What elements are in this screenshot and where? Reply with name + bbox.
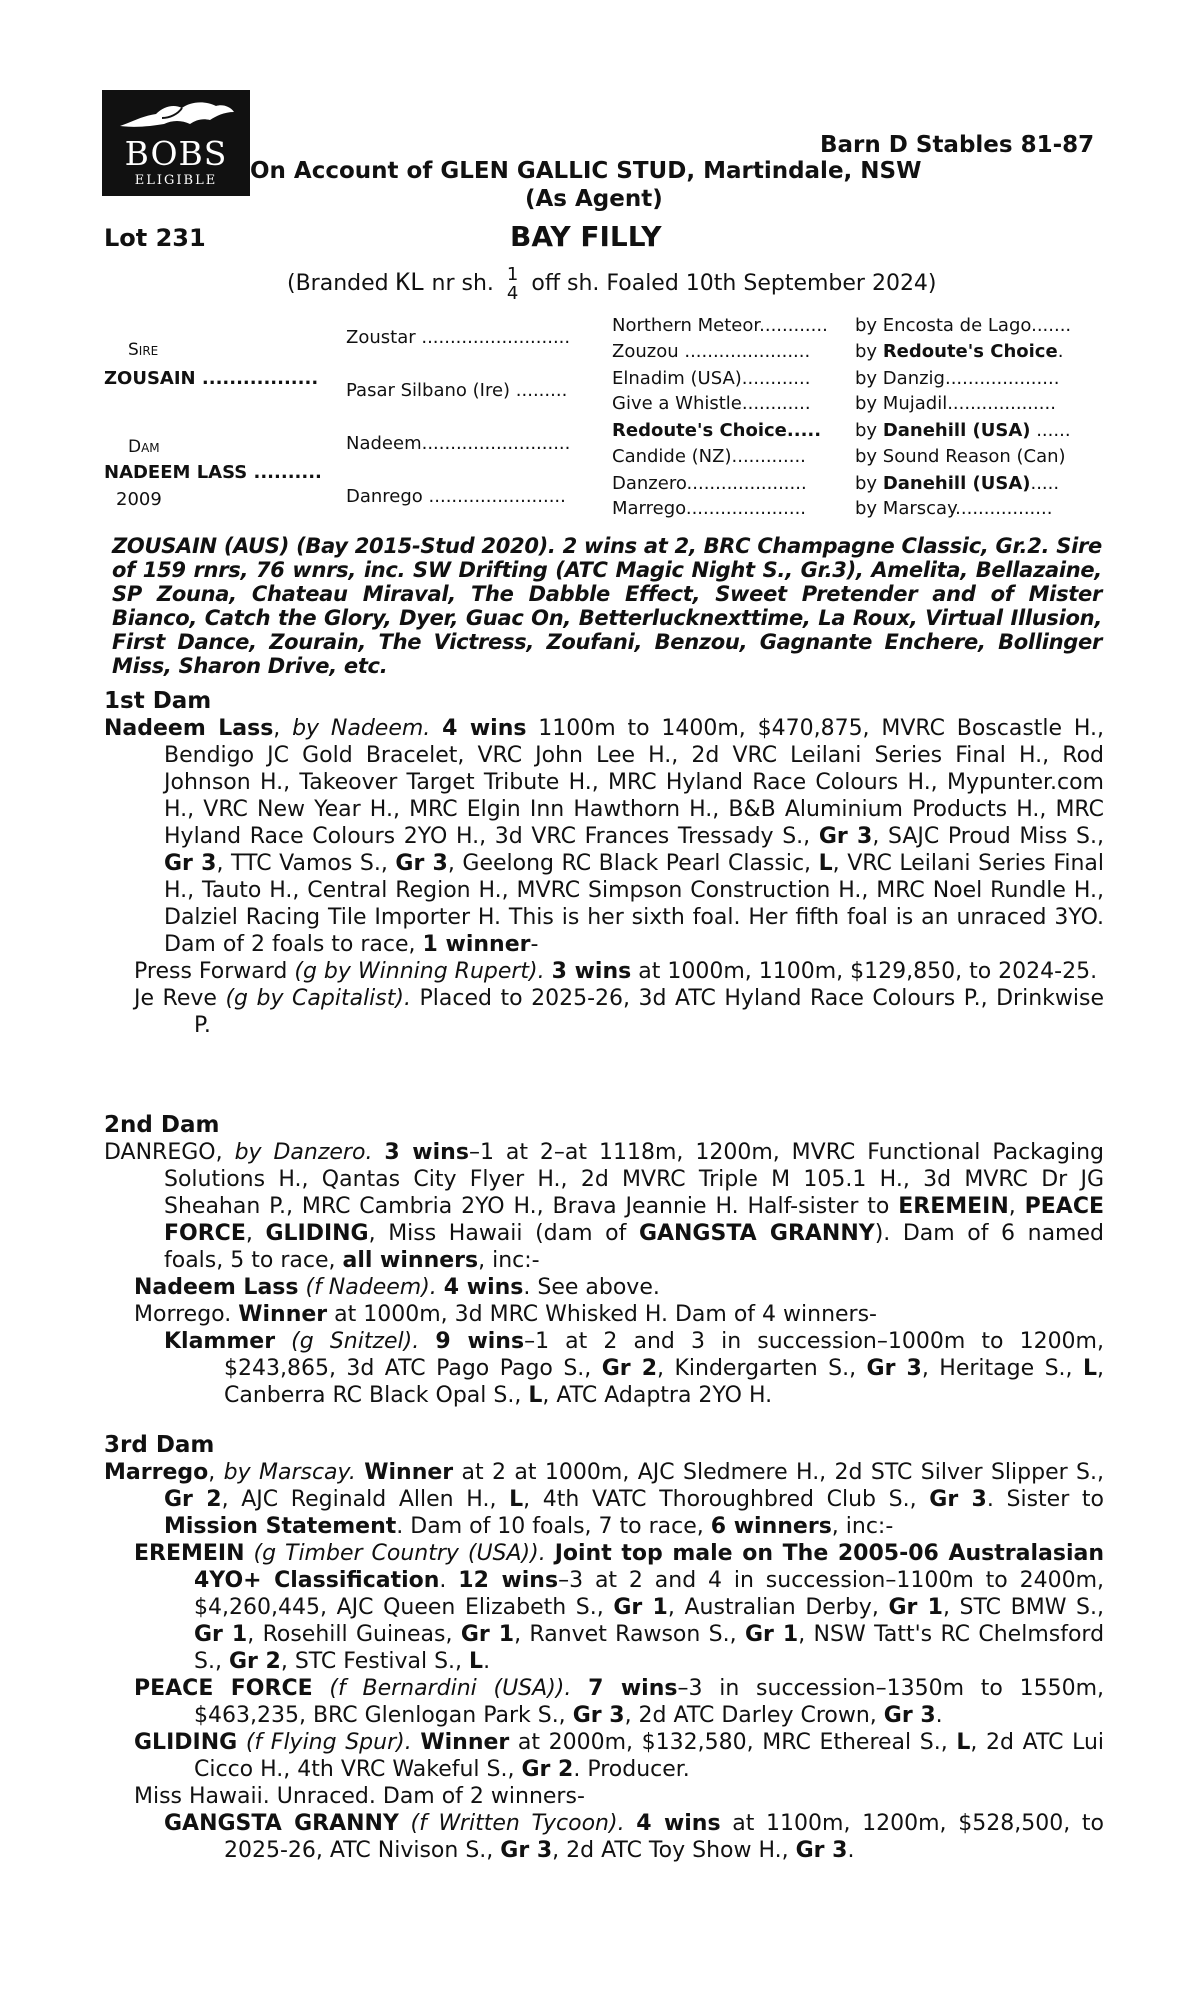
first-dam-paragraph: Nadeem Lass, by Nadeem. 4 wins 1100m to 1400m, $470,875, MVRC Boscastle H., Bendigo JC Gold Bracelet, VRC John Lee H., 2d VRC Leilani Series Final H., Rod Johnson H., Takeover Target Tribute H., MRC Hyland Race Colours H., Mypunter.com H., VRC New Year H., MRC Elgin Inn Hawthorn H., B&B Aluminium Products H., MRC Hyland Race Colours 2YO H., 3d VRC Frances Tressady S., Gr 3, SAJC Proud Miss S., Gr 3, TTC Vamos S., Gr 3, Geelong RC Black Pearl Classic, L, VRC Leilani Series Final H., Tauto H., Central Region H., MVRC Simpson Construction H., MRC Noel Rundle H., Dalziel Racing Tile Importer H. This is her sixth foal. Her fifth foal is an unraced 3YO. Dam of 2 foals to race, 1 winner-: [104, 716, 1105, 957]
foal1-by: (g by Winning Rupert).: [294, 959, 545, 984]
dam-label: Dam: [128, 437, 160, 457]
klammer-l2: L: [528, 1383, 543, 1408]
second-dam-heading: 2nd Dam: [104, 1112, 220, 1138]
eremein-wins: 12 wins: [458, 1568, 559, 1593]
gliding-win: Winner: [420, 1730, 510, 1755]
gen4-3-text: by Danzig: [855, 368, 945, 389]
dam3-text6: , inc:-: [831, 1514, 894, 1539]
gen2-4: Danrego ........................: [346, 486, 566, 507]
dam2-f2-text: at 1000m, 3d MRC Whisked H. Dam of 4 winners-: [334, 1302, 877, 1327]
gen2-3-text: Nadeem: [346, 433, 422, 454]
foal-eremein: [104, 1540, 1104, 1675]
dam1-text5: , VRC Leilani Series Final H., Tauto H., Central Region H., MVRC Simpson Construction H., MRC Noel Rundle H., Dalziel Racing Tile Importer H. This is her sixth foal. Her fifth foal is an unraced 3YO. Dam of 2 foals to race,: [164, 851, 1105, 957]
gg-text2: , 2d ATC Toy Show H.,: [552, 1838, 789, 1863]
pf-by: (f Bernardini (USA)).: [329, 1676, 572, 1701]
eremein-text7: , STC Festival S.,: [280, 1649, 463, 1674]
gen4-6-text: by Sound Reason (Can): [855, 446, 1066, 467]
klammer-wins: 9 wins: [435, 1329, 525, 1354]
sire-label: Sire: [128, 340, 159, 360]
dam1-text2: , SAJC Proud Miss S.,: [872, 824, 1104, 849]
foal-nadeem-lass: [104, 1274, 1104, 1301]
klammer-gr2: Gr 2: [601, 1356, 658, 1381]
agent-note: (As Agent): [525, 186, 663, 212]
dam2-allw: all winners: [342, 1248, 479, 1273]
foal-miss-hawaii: Miss Hawaii. Unraced. Dam of 2 winners-: [134, 1784, 585, 1809]
dam1-text3: , TTC Vamos S.,: [216, 851, 388, 876]
gen3-3: Elnadim (USA)............: [612, 368, 811, 389]
foal-je-reve: [104, 985, 1104, 1039]
dots: ..........: [247, 462, 322, 483]
gg-gr3b: Gr 3: [795, 1838, 848, 1863]
dam2-f1-by: (f Nadeem).: [305, 1275, 437, 1300]
dam2-text3: ). Dam of 6 named foals, 5 to race,: [164, 1221, 1104, 1273]
dam3-sister: Mission Statement: [164, 1514, 397, 1539]
klammer-text3: , Heritage S.,: [921, 1356, 1073, 1381]
frac-den: 4: [506, 283, 519, 304]
gen2-3: Nadeem..........................: [346, 433, 571, 454]
gen3-6-text: Candide (NZ): [612, 446, 732, 467]
dots: .................: [195, 368, 319, 389]
gliding-text2: , 2d ATC Lui Cicco H., 4th VRC Wakeful S.,: [194, 1730, 1105, 1782]
eremein-text1: –3 at 2 and 4 in succession–1100m to 2400m, $4,260,445, AJC Queen Elizabeth S.,: [194, 1568, 1105, 1620]
dam2-f1-wins: 4 wins: [443, 1275, 524, 1300]
dam2-wins: 3 wins: [384, 1140, 469, 1165]
gg-by: (f Written Tycoon).: [410, 1811, 625, 1836]
vendor-account: On Account of GLEN GALLIC STUD, Martindale, NSW: [250, 158, 922, 184]
gliding-text3: . Producer.: [573, 1757, 690, 1782]
gen2-1-text: Zoustar: [346, 327, 416, 348]
eremein-text2: , Australian Derby,: [667, 1595, 879, 1620]
gen2-4-text: Danrego: [346, 486, 423, 507]
gen3-2-text: Zouzou: [612, 341, 679, 362]
gg-text1: at 1100m, 1200m, $528,500, to 2025-26, ATC Nivison S.,: [224, 1811, 1104, 1863]
foal-morrego: [104, 1301, 1104, 1328]
eremein-gr1c: Gr 1: [194, 1622, 248, 1647]
klammer-l1: L: [1082, 1356, 1098, 1381]
pf-gr3a: Gr 3: [572, 1703, 625, 1728]
brand-fraction: [507, 265, 518, 303]
gen4-2: by Redoute's Choice.: [855, 341, 1064, 362]
first-dam-heading: 1st Dam: [104, 688, 212, 714]
dam1-wins: 4 wins: [442, 716, 527, 741]
gen4-6: [855, 446, 1066, 467]
dam1-gr3c: Gr 3: [395, 851, 448, 876]
eremein-gr1b: Gr 1: [888, 1595, 943, 1620]
gen3-7: Danzero.....................: [612, 473, 807, 494]
gg-wins: 4 wins: [636, 1811, 721, 1836]
eremein-l: L: [469, 1649, 484, 1674]
dam1-gr3a: Gr 3: [818, 824, 873, 849]
gen3-7-text: Danzero: [612, 473, 687, 494]
dam1-text1: 1100m to 1400m, $470,875, MVRC Boscastle H., Bendigo JC Gold Bracelet, VRC John Lee H., 2d VRC Leilani Series Final H., Rod Johnson H., Takeover Target Tribute H., MRC Hyland Race Colours H., Mypunter.com H., VRC New Year H., MRC Elgin Inn Hawthorn H., B&B Aluminium Products H., MRC Hyland Race Colours 2YO H., 3d VRC Frances Tressady S.,: [164, 716, 1104, 849]
klammer-by: (g Snitzel).: [291, 1329, 420, 1354]
klammer-name: Klammer: [164, 1329, 276, 1354]
pf-name: PEACE FORCE: [134, 1676, 313, 1701]
gen4-4: by Mujadil...................: [855, 393, 1056, 414]
gen4-2-text: Redoute's Choice: [882, 341, 1058, 362]
second-dam-paragraph: DANREGO, by Danzero. 3 wins–1 at 2–at 1118m, 1200m, MVRC Functional Packaging Solutions H., Qantas City Flyer H., 2d MVRC Triple M 105.1 H., 3d MVRC Dr JG Sheahan P., MRC Cambria 2YO H., Brava Jeannie H. Half-sister to EREMEIN, PEACE FORCE, GLIDING, Miss Hawaii (dam of GANGSTA GRANNY). Dam of 6 named foals, 5 to race, all winners, inc:-: [104, 1140, 1104, 1273]
dam3-text1: at 2 at 1000m, AJC Sledmere H., 2d STC Silver Slipper S.,: [461, 1460, 1104, 1485]
second-dam-section: [104, 1112, 1104, 1409]
pf-text3: .: [935, 1703, 943, 1728]
pf-gr3b: Gr 3: [883, 1703, 936, 1728]
gen4-7: by Danehill (USA).....: [855, 473, 1060, 494]
brand-mark: KL: [395, 268, 425, 296]
gen3-2: Zouzou ......................: [612, 341, 811, 362]
dam1-dash: -: [530, 932, 539, 957]
dam2-sib1: EREMEIN: [898, 1194, 1009, 1219]
brand-post: off sh. Foaled 10th September 2024): [531, 271, 937, 296]
horse-description: BAY FILLY: [510, 220, 662, 253]
foal1-name: Press Forward: [134, 959, 288, 984]
dam2-text4: , inc:-: [478, 1248, 540, 1273]
horse-icon: [112, 96, 240, 136]
logo-line-2: ELIGIBLE: [134, 173, 218, 188]
eremein-text6: , NSW Tatt's RC Chelmsford S.,: [194, 1622, 1105, 1674]
foal2-text: Placed to 2025-26, 3d ATC Hyland Race Colours P., Drinkwise P.: [194, 986, 1105, 1038]
klammer-text4: , Canberra RC Black Opal S.,: [224, 1356, 1105, 1408]
dam3-win: Winner: [364, 1460, 454, 1485]
dam2-name: DANREGO,: [104, 1140, 223, 1165]
lot-number: Lot 231: [104, 224, 206, 252]
eremein-text8: .: [483, 1649, 491, 1674]
brand-foaled-line: [287, 265, 937, 303]
pf-text1: –3 in succession–1350m to 1550m, $463,235, BRC Glenlogan Park S.,: [194, 1676, 1105, 1728]
gen3-6: Candide (NZ).............: [612, 446, 806, 467]
eremein-text5: , Ranvet Rawson S.,: [514, 1622, 737, 1647]
eremein-dot: .: [439, 1568, 447, 1593]
gg-gr3: Gr 3: [500, 1838, 553, 1863]
dam-name-text: NADEEM LASS: [104, 462, 248, 483]
dam3-text3: , 4th VATC Thoroughbred Club S.,: [523, 1487, 917, 1512]
gen3-4: Give a Whistle............: [612, 393, 811, 414]
gen3-1-text: Northern Meteor: [612, 315, 760, 336]
dam1-by: by Nadeem.: [292, 716, 431, 741]
dam1-l1: L: [818, 851, 833, 876]
gen4-3: by Danzig....................: [855, 368, 1060, 389]
dam3-by: by Marscay.: [223, 1460, 356, 1485]
eremein-text3: , STC BMW S.,: [942, 1595, 1105, 1620]
gen4-1-text: by Encosta de Lago: [855, 315, 1032, 336]
dam3-text5: . Dam of 10 foals, 7 to race,: [396, 1514, 704, 1539]
gen4-7-text: Danehill (USA): [882, 473, 1031, 494]
gen4-4-text: by Mujadil: [855, 393, 948, 414]
foal-press-forward: [104, 958, 1104, 985]
dam2-f2-win: Winner: [238, 1302, 328, 1327]
klammer-gr3: Gr 3: [866, 1356, 922, 1381]
eremein-name: EREMEIN: [134, 1541, 245, 1566]
bobs-eligible-logo: [102, 90, 250, 196]
third-dam-heading: 3rd Dam: [104, 1432, 215, 1458]
klammer-text5: , ATC Adaptra 2YO H.: [542, 1383, 773, 1408]
gen3-5-text: Redoute's Choice: [612, 420, 787, 441]
brand-mid: nr sh.: [431, 271, 494, 296]
foal1-wins: 3 wins: [551, 959, 632, 984]
dam2-sib3: GLIDING: [265, 1221, 369, 1246]
sire-summary: ZOUSAIN (AUS) (Bay 2015-Stud 2020). 2 wins at 2, BRC Champagne Classic, Gr.2. Sire of 159 rnrs, 76 wnrs, inc. SW Drifting (ATC Magic Night S., Gr.3), Amelita, Bellazaine, SP Zouna, Chateau Miraval, The Dabble Effect, Sweet Pretender and of Mister Bianco, Catch the Glory, Dyer, Guac On, Betterlucknexttime, La Roux, Virtual Illusion, First Dance, Zourain, The Victress, Zoufani, Benzou, Gagnante Enchere, Bollinger Miss, Sharon Drive, etc.: [112, 534, 1102, 678]
foal2-name: Je Reve: [134, 986, 217, 1011]
klammer-text2: , Kindergarten S.,: [657, 1356, 857, 1381]
pf-wins: 7 wins: [588, 1676, 678, 1701]
gliding-gr2: Gr 2: [521, 1757, 574, 1782]
gliding-l: L: [956, 1730, 971, 1755]
dam3-text4: . Sister to: [986, 1487, 1105, 1512]
logo-line-1: BOBS: [124, 134, 228, 173]
gen4-5: by Danehill (USA) ......: [855, 420, 1071, 441]
gen2-1: Zoustar ..........................: [346, 327, 571, 348]
dam2-text2: , Miss Hawaii (dam of: [368, 1221, 627, 1246]
gen4-8-text: by Marscay: [855, 498, 956, 519]
third-dam-paragraph: Marrego, by Marscay. Winner at 2 at 1000m, AJC Sledmere H., 2d STC Silver Slipper S., Gr 2, AJC Reginald Allen H., L, 4th VATC Thoroughbred Club S., Gr 3. Sister to Mission Statement. Dam of 10 foals, 7 to race, 6 winners, inc:-: [104, 1460, 1105, 1539]
brand-pre: (Branded: [287, 271, 389, 296]
sire-name-text: ZOUSAIN: [104, 368, 196, 389]
first-dam-section: [104, 688, 1104, 1039]
dam1-gr3b: Gr 3: [164, 851, 217, 876]
eremein-gr1e: Gr 1: [744, 1622, 799, 1647]
gliding-text1: at 2000m, $132,580, MRC Ethereal S.,: [517, 1730, 948, 1755]
dam2-sib2: PEACE FORCE: [164, 1194, 1104, 1246]
dam3-name: Marrego: [104, 1460, 209, 1485]
gen3-8: Marrego.....................: [612, 498, 807, 519]
dam1-winners: 1 winner: [422, 932, 531, 957]
gen3-5: Redoute's Choice.....: [612, 420, 822, 441]
dam3-text2: , AJC Reginald Allen H.,: [221, 1487, 497, 1512]
eremein-text4: , Rosehill Guineas,: [247, 1622, 453, 1647]
dam1-text4: , Geelong RC Black Pearl Classic,: [447, 851, 812, 876]
gen2-2-text: Pasar Silbano (Ire): [346, 380, 511, 401]
dam2-gangsta: GANGSTA GRANNY: [638, 1221, 875, 1246]
frac-num: 1: [506, 264, 519, 285]
dam-name: [104, 462, 322, 483]
third-dam-section: [104, 1432, 1104, 1864]
dam1-name: Nadeem Lass: [104, 716, 274, 741]
eremein-gr2: Gr 2: [228, 1649, 281, 1674]
foal1-text: at 1000m, 1100m, $129,850, to 2024-25.: [638, 959, 1098, 984]
foal-gangsta-granny: [104, 1810, 1104, 1864]
gliding-name: GLIDING: [134, 1730, 238, 1755]
dam3-winners: 6 winners: [710, 1514, 832, 1539]
eremein-bold: Joint top male on The 2005-06 Australasian 4YO+ Classification: [194, 1541, 1105, 1593]
gen4-5-text: Danehill (USA): [882, 420, 1031, 441]
dam3-l1: L: [509, 1487, 524, 1512]
gg-name: GANGSTA GRANNY: [164, 1811, 399, 1836]
eremein-gr1a: Gr 1: [613, 1595, 668, 1620]
pf-text2: , 2d ATC Darley Crown,: [624, 1703, 877, 1728]
foal-klammer: [104, 1328, 1104, 1409]
gen3-1: Northern Meteor............: [612, 315, 828, 336]
foal-gliding: [104, 1729, 1104, 1783]
dam2-by: by Danzero.: [234, 1140, 373, 1165]
gen4-8: by Marscay.................: [855, 498, 1053, 519]
barn-location: Barn D Stables 81-87: [820, 132, 1095, 158]
dam3-gr3: Gr 3: [929, 1487, 987, 1512]
dam2-f2-name: Morrego.: [134, 1302, 232, 1327]
dam2-f1-name: Nadeem Lass: [134, 1275, 299, 1300]
gen4-1: by Encosta de Lago.......: [855, 315, 1072, 336]
dam3-gr2: Gr 2: [164, 1487, 222, 1512]
gg-text3: .: [847, 1838, 855, 1863]
eremein-gr1d: Gr 1: [460, 1622, 515, 1647]
gen3-4-text: Give a Whistle: [612, 393, 742, 414]
sire-name: [104, 368, 318, 389]
dam2-f1-text: . See above.: [523, 1275, 660, 1300]
dam2-text1: –1 at 2–at 1118m, 1200m, MVRC Functional Packaging Solutions H., Qantas City Flyer H., 2d MVRC Triple M 105.1 H., 3d MVRC Dr JG Sheahan P., MRC Cambria 2YO H., Brava Jeannie H. Half-sister to: [164, 1140, 1104, 1219]
gen3-8-text: Marrego: [612, 498, 686, 519]
gliding-by: (f Flying Spur).: [245, 1730, 412, 1755]
gen2-2: Pasar Silbano (Ire) .........: [346, 380, 568, 401]
eremein-by: (g Timber Country (USA)).: [253, 1541, 546, 1566]
foal2-by: (g by Capitalist).: [225, 986, 411, 1011]
klammer-text1: –1 at 2 and 3 in succession–1000m to 1200m, $243,865, 3d ATC Pago Pago S.,: [224, 1329, 1104, 1381]
gen3-3-text: Elnadim (USA): [612, 368, 742, 389]
dam-year: 2009: [116, 489, 162, 510]
foal-peace-force: [104, 1675, 1104, 1729]
